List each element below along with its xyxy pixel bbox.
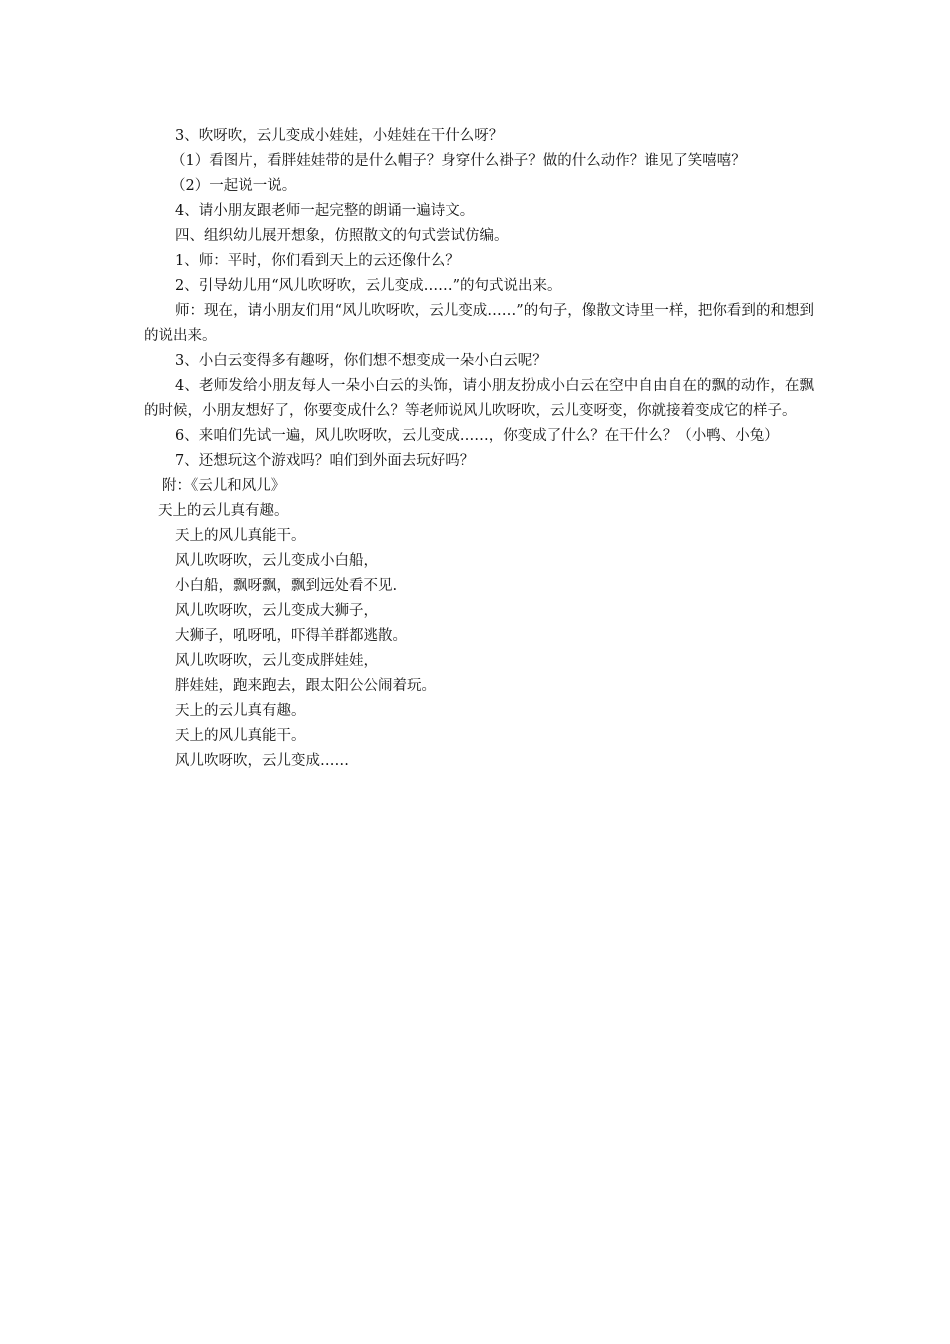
- poem-line: 天上的风儿真能干。: [175, 528, 306, 544]
- poem-line: 胖娃娃，跑来跑去，跟太阳公公闹着玩。: [175, 678, 436, 694]
- text-line: 2、引导幼儿用“风儿吹呀吹，云儿变成……”的句式说出来。: [175, 278, 562, 294]
- paragraph: 师：现在，请小朋友们用“风儿吹呀吹，云儿变成……”的句子，像散文诗里一样，把你看到的和想到的说出来。: [144, 303, 814, 344]
- text-line: 7、还想玩这个游戏吗？咱们到外面去玩好吗？: [175, 453, 475, 469]
- poem-line: 天上的云儿真有趣。: [175, 703, 306, 719]
- text-line: 1、师：平时，你们看到天上的云还像什么？: [175, 253, 460, 269]
- document-body: [144, 124, 814, 774]
- poem-line: 天上的云儿真有趣。: [158, 503, 289, 519]
- paragraph: 4、老师发给小朋友每人一朵小白云的头饰，请小朋友扮成小白云在空中自由自在的飘的动作，在飘的时候，小朋友想好了，你要变成什么？等老师说风儿吹呀吹，云儿变呀变，你就接着变成它的样子。: [144, 378, 814, 419]
- poem-line: 风儿吹呀吹，云儿变成小白船，: [175, 553, 378, 569]
- text-line: 4、请小朋友跟老师一起完整的朗诵一遍诗文。: [175, 203, 475, 219]
- poem-line: 风儿吹呀吹，云儿变成大狮子，: [175, 603, 378, 619]
- poem-line: 大狮子，吼呀吼，吓得羊群都逃散。: [175, 628, 407, 644]
- text-line: 3、小白云变得多有趣呀，你们想不想变成一朵小白云呢？: [175, 353, 547, 369]
- poem-line: 风儿吹呀吹，云儿变成胖娃娃，: [175, 653, 378, 669]
- poem-line: 天上的风儿真能干。: [175, 728, 306, 744]
- section-heading: 四、组织幼儿展开想象，仿照散文的句式尝试仿编。: [175, 228, 509, 244]
- text-line: 3、吹呀吹，云儿变成小娃娃，小娃娃在干什么呀？: [175, 128, 504, 144]
- text-line: （2）一起说一说。: [171, 178, 297, 194]
- appendix-title: 附：《云儿和风儿》: [162, 478, 286, 494]
- poem-line: 小白船，飘呀飘，飘到远处看不见.: [175, 578, 398, 594]
- poem-line: 风儿吹呀吹，云儿变成……: [175, 753, 349, 769]
- paragraph: 6、来咱们先试一遍，风儿吹呀吹，云儿变成……，你变成了什么？在干什么？（小鸭、小兔）: [175, 428, 779, 444]
- text-line: （1）看图片，看胖娃娃带的是什么帽子？身穿什么褂子？做的什么动作？谁见了笑嘻嘻？: [171, 153, 746, 169]
